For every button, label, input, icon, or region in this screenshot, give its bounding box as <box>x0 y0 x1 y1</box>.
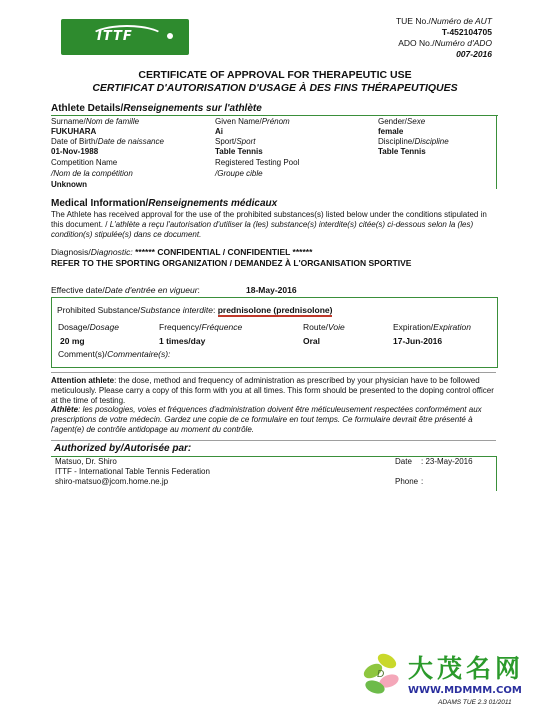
rtp-label: Registered Testing Pool <box>215 158 300 167</box>
authorizer-email[interactable]: shiro-matsuo@jcom.home.ne.jp <box>55 477 169 486</box>
dob-label: Date of Birth/Date de naissance <box>51 137 164 146</box>
medical-paragraph: The Athlete has received approval for the use of the prohibited substances(s) listed below under the conditions stipulated in this document. / L'athlète a reçu l'autorisation d'utiliser la (les) substance(s) interdite(s) citée(s) ci-dessous selon la (les) condition(s) stipulée(s) dans ce document. <box>51 210 487 239</box>
substance-value: prednisolone (prednisolone) <box>217 305 333 315</box>
given-name-label: Given Name/Prénom <box>215 117 290 126</box>
ittf-logo <box>61 19 189 55</box>
route-value: Oral <box>303 336 321 346</box>
rtp-label-fr: /Groupe cible <box>215 169 263 178</box>
expiration-label: Expiration/Expiration <box>393 322 471 332</box>
sport-label: Sport/Sport <box>215 137 256 146</box>
athlete-divider <box>51 115 498 116</box>
surname-value: FUKUHARA <box>51 127 97 136</box>
watermark-emblem-icon <box>363 655 403 697</box>
auth-phone-label: Phone <box>395 477 419 486</box>
title-en: CERTIFICATE OF APPROVAL FOR THERAPEUTIC USE <box>138 69 412 81</box>
authorized-box-edge <box>496 456 497 491</box>
auth-date-label: Date <box>395 457 412 466</box>
dosage-value: 20 mg <box>60 336 85 346</box>
competition-label: Competition Name <box>51 158 118 167</box>
attention-fr: Athlète: les posologies, voies et fréquences d'administration doivent être méticuleusement respectées conformément aux prescriptions de votre médecin. Gardez une copie de ce formulaire en tout temps. Ce formulaire devrait être présenté à l'agent(e) de contrôle antidopage au moment du contrôle. <box>51 405 482 434</box>
effective-label: Effective date/Date d'entrée en vigueur: <box>51 285 200 295</box>
authorized-separator <box>51 440 496 441</box>
dob-value: 01-Nov-1988 <box>51 147 99 156</box>
auth-phone-value: : <box>421 477 424 486</box>
athlete-box-edge <box>496 115 497 189</box>
tue-header <box>396 16 492 60</box>
footer-version: ADAMS TUE 2.3 01/2011 <box>438 699 512 706</box>
logo-text: ITTF <box>97 29 133 44</box>
authorizer-name: Matsuo, Dr. Shiro <box>55 457 117 466</box>
authorized-title: Authorized by/Autorisée par: <box>54 443 192 454</box>
refer-line: REFER TO THE SPORTING ORGANIZATION / DEMANDEZ À L'ORGANISATION SPORTIVE <box>51 258 412 268</box>
comments-label: Comment(s)/Commentaire(s): <box>58 349 171 359</box>
attention-separator <box>51 372 496 373</box>
auth-date-value: : 23-May-2016 <box>421 457 473 466</box>
diagnosis-line: Diagnosis/Diagnostic: ****** CONFIDENTIAL / CONFIDENTIEL ****** <box>51 247 313 257</box>
gender-label: Gender/Sexe <box>378 117 426 126</box>
authorizer-org: ITTF - International Table Tennis Federation <box>55 467 210 476</box>
effective-value: 18-May-2016 <box>246 285 297 295</box>
gender-value: female <box>378 127 404 136</box>
tue-number-label: TUE No./Numéro de AUT <box>395 16 492 26</box>
logo-ball-icon <box>167 33 173 39</box>
discipline-label: Discipline/Discipline <box>378 137 449 146</box>
route-label: Route/Voie <box>303 322 345 332</box>
emblem-letter: D <box>377 669 385 680</box>
attention-en: Attention athlete: the dose, method and frequency of administration as prescribed by your physician have to be followed meticulously. Please carry a copy of this form with you at all times. This form should be presented to the doping control officer at the time of testing. <box>51 376 494 405</box>
athlete-section-title: Athlete Details/Renseignements sur l'athlète <box>51 103 262 114</box>
substance-line: Prohibited Substance/Substance interdite: prednisolone (prednisolone) <box>57 305 333 315</box>
expiration-value: 17-Jun-2016 <box>393 336 443 346</box>
dosage-label: Dosage/Dosage <box>58 322 119 332</box>
sport-value: Table Tennis <box>215 147 263 156</box>
competition-value: Unknown <box>51 180 87 189</box>
watermark-url: WWW.MDMMM.COM <box>408 685 522 696</box>
frequency-label: Frequency/Fréquence <box>159 322 243 332</box>
watermark-cn: 大茂名网 <box>408 654 525 683</box>
discipline-value: Table Tennis <box>378 147 426 156</box>
surname-label: Surname/Nom de famille <box>51 117 140 126</box>
tue-number: T-452104705 <box>441 27 492 38</box>
given-name-value: Ai <box>215 127 223 136</box>
ado-number: 007-2016 <box>456 49 492 60</box>
medical-section-title: Medical Information/Renseignements médicaux <box>51 198 278 209</box>
title-fr: CERTIFICAT D'AUTORISATION D'USAGE À DES FINS THÉRAPEUTIQUES <box>92 82 458 94</box>
frequency-value: 1 times/day <box>159 336 206 346</box>
competition-label-fr: /Nom de la compétition <box>51 169 133 178</box>
ado-number-label: ADO No./Numéro d'ADO <box>398 38 492 49</box>
